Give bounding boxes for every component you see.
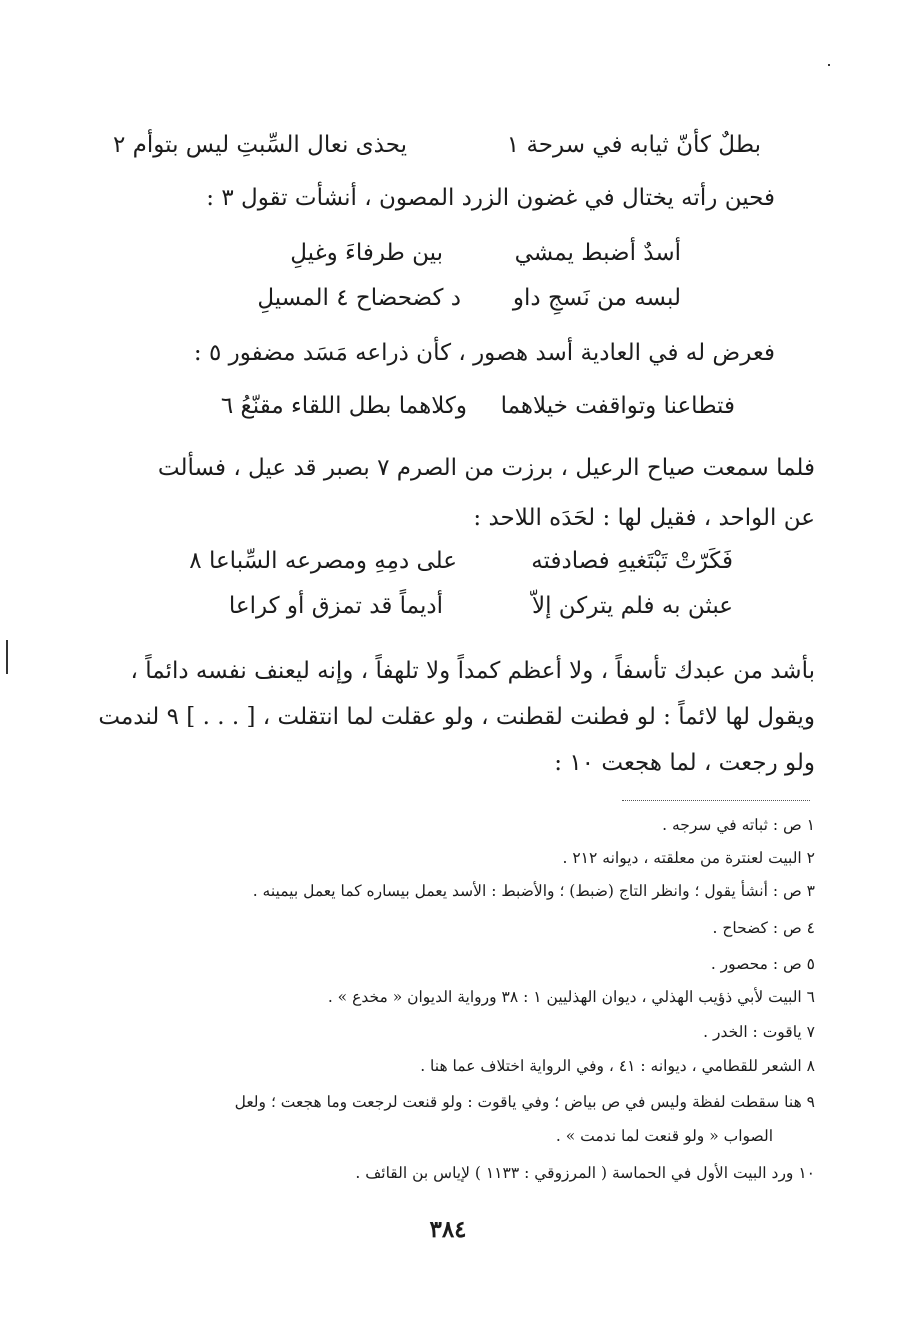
footnote-9-continued: الصواب « ولو قنعت لما ندمت » .	[555, 1127, 773, 1145]
verse1-b-right: لبسه من نَسجِ داو	[512, 285, 681, 311]
verse2-right: فتطاعنا وتواقفت خيلاهما	[500, 393, 735, 419]
footnote-separator	[622, 800, 810, 801]
scan-speck	[828, 64, 830, 66]
footnote-2: ٢ البيت لعنترة من معلقته ، ديوانه ٢١٢ .	[562, 849, 815, 867]
footnote-7: ٧ ياقوت : الخدر .	[703, 1023, 815, 1041]
para3-line-3: ولو رجعت ، لما هجعت ١٠ :	[554, 750, 815, 776]
scan-mark	[6, 640, 8, 674]
para2-line-2: عن الواحد ، فقيل لها : لحَدَه اللاحد :	[473, 505, 815, 531]
prose-line-2: فحين رأته يختال في غضون الزرد المصون ، أنشأت تقول ٣ :	[206, 185, 775, 211]
verse-line-1-right: بطلٌ كأنّ ثيابه في سرحة ١	[506, 132, 761, 158]
para2-line-1: فلما سمعت صياح الرعيل ، برزت من الصرم ٧ بصبر قد عيل ، فسألت	[157, 455, 815, 481]
footnote-6: ٦ البيت لأبي ذؤيب الهذلي ، ديوان الهذليين ١ : ٣٨ ورواية الديوان « مخدع » .	[327, 988, 815, 1006]
verse1-a-right: أسدٌ أضبط يمشي	[514, 240, 681, 266]
footnote-4: ٤ ص : كضحاح .	[712, 919, 815, 937]
verse3-b-left: أديماً قد تمزق أو كراعا	[228, 593, 443, 619]
para3-line-2: ويقول لها لائماً : لو فطنت لقطنت ، ولو عقلت لما انتقلت ، [ . . . ] ٩ لندمت	[98, 704, 815, 730]
verse1-b-left: د كضحضاح ٤ المسيلِ	[257, 285, 461, 311]
page-number: ٣٨٤	[429, 1216, 467, 1243]
verse2-left: وكلاهما بطل اللقاء مقنّعُ ٦	[220, 393, 467, 419]
verse3-a-left: على دمِهِ ومصرعه السِّباعا ٨	[189, 548, 457, 574]
verse-line-1-left: يحذى نعال السِّبتِ ليس بتوأم ٢	[112, 132, 407, 158]
footnote-1: ١ ص : ثباته في سرجه .	[662, 816, 815, 834]
verse1-a-left: بين طرفاءَ وغيلِ	[290, 240, 443, 266]
verse3-b-right: عبثن به فلم يتركن إلاّ	[531, 593, 733, 619]
footnote-5: ٥ ص : محصور .	[710, 955, 815, 973]
para3-line-1: بأشد من عبدك تأسفاً ، ولا أعظم كمداً ولا تلهفاً ، وإنه ليعنف نفسه دائماً ،	[130, 658, 815, 684]
footnote-8: ٨ الشعر للقطامي ، ديوانه : ٤١ ، وفي الرواية اختلاف عما هنا .	[420, 1057, 815, 1075]
footnote-9: ٩ هنا سقطت لفظة وليس في ص بياض ؛ وفي ياقوت : ولو قنعت لرجعت وما هجعت ؛ ولعل	[234, 1093, 815, 1111]
footnote-10: ١٠ ورد البيت الأول في الحماسة ( المرزوقي : ١١٣٣ ) لإياس بن القائف .	[355, 1164, 815, 1182]
verse3-a-right: فَكَرّتْ تَبْتَغيهِ فصادفته	[531, 548, 733, 574]
prose-line-3: فعرض له في العادية أسد هصور ، كأن ذراعه مَسَد مضفور ٥ :	[193, 340, 775, 366]
footnote-3: ٣ ص : أنشأ يقول ؛ وانظر التاج (ضبط) ؛ والأضبط : الأسد يعمل بيساره كما يعمل بيمينه .	[252, 882, 815, 900]
